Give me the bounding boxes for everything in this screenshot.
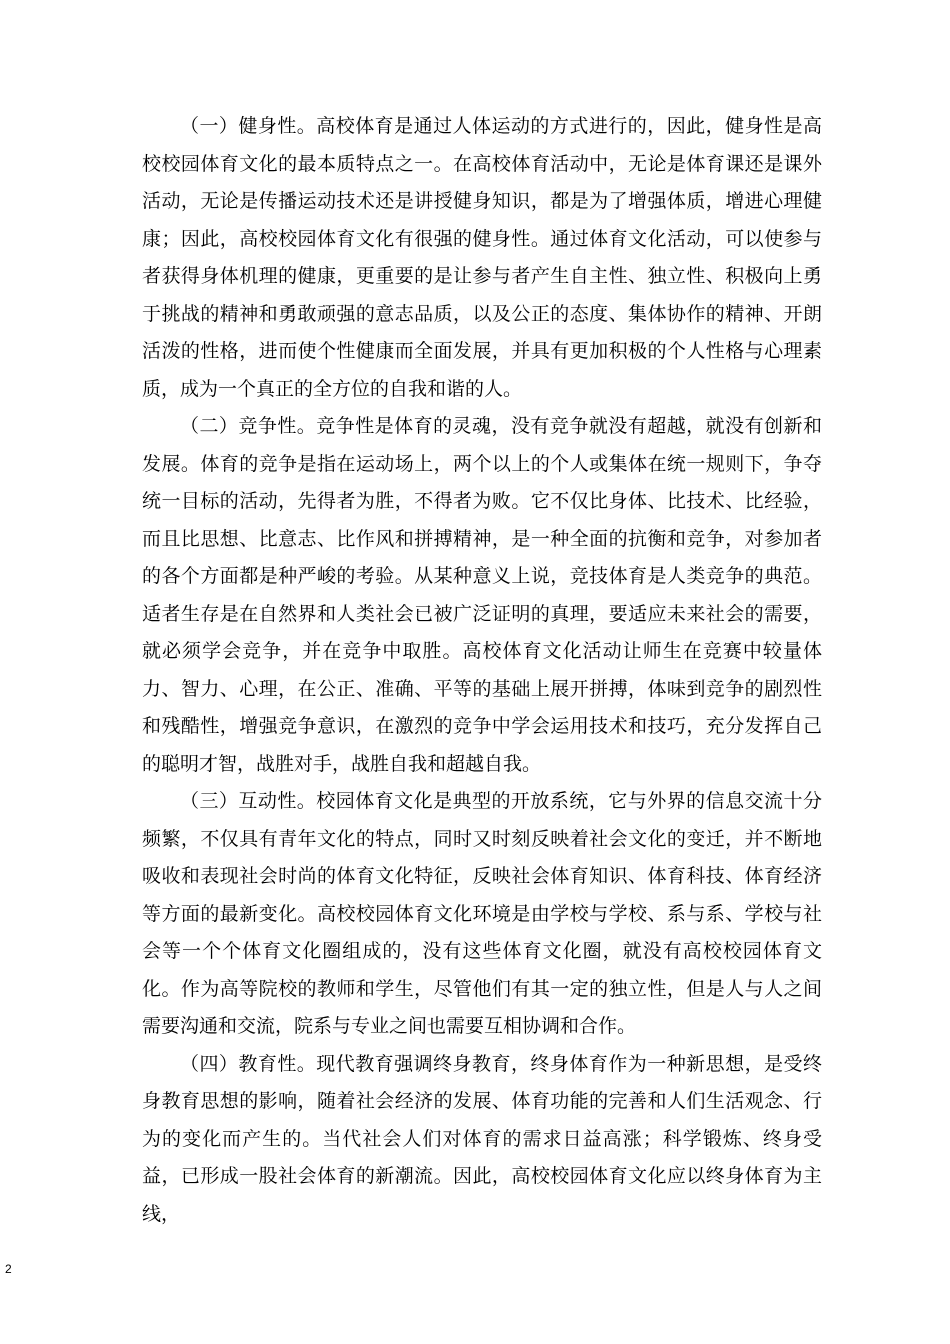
paragraph-fitness: （一）健身性。高校体育是通过人体运动的方式进行的，因此，健身性是高校校园体育文化的最本质特点之一。在高校体育活动中，无论是体育课还是课外活动，无论是传播运动技术还是讲授健身知识，都是为了增强体质，增进心理健康；因此，高校校园体育文化有很强的健身性。通过体育文化活动，可以使参与者获得身体机理的健康，更重要的是让参与者产生自主性、独立性、积极向上勇于挑战的精神和勇敢顽强的意志品质，以及公正的态度、集体协作的精神、开朗活泼的性格，进而使个性健康而全面发展，并具有更加积极的个人性格与心理素质，成为一个真正的全方位的自我和谐的人。 <box>142 115 822 400</box>
document-body <box>142 108 822 1233</box>
page-number: 2 <box>5 1262 12 1276</box>
paragraph-competition: （二）竞争性。竞争性是体育的灵魂，没有竞争就没有超越，就没有创新和发展。体育的竞争是指在运动场上，两个以上的个人或集体在统一规则下，争夺统一目标的活动，先得者为胜，不得者为败。它不仅比身体、比技术、比经验，而且比思想、比意志、比作风和拼搏精神，是一种全面的抗衡和竞争，对参加者的各个方面都是种严峻的考验。从某种意义上说，竞技体育是人类竞争的典范。适者生存是在自然界和人类社会已被广泛证明的真理，要适应未来社会的需要，就必须学会竞争，并在竞争中取胜。高校体育文化活动让师生在竞赛中较量体力、智力、心理，在公正、准确、平等的基础上展开拼搏，体味到竞争的剧烈性和残酷性，增强竞争意识，在激烈的竞争中学会运用技术和技巧，充分发挥自己的聪明才智，战胜对手，战胜自我和超越自我。 <box>142 415 822 775</box>
paragraph-interaction: （三）互动性。校园体育文化是典型的开放系统，它与外界的信息交流十分频繁，不仅具有青年文化的特点，同时又时刻反映着社会文化的变迁，并不断地吸收和表现社会时尚的体育文化特征，反映社会体育知识、体育科技、体育经济等方面的最新变化。高校校园体育文化环境是由学校与学校、系与系、学校与社会等一个个体育文化圈组成的，没有这些体育文化圈，就没有高校校园体育文化。作为高等院校的教师和学生，尽管他们有其一定的独立性，但是人与人之间需要沟通和交流，院系与专业之间也需要互相协调和合作。 <box>142 790 822 1037</box>
paragraph-education: （四）教育性。现代教育强调终身教育，终身体育作为一种新思想，是受终身教育思想的影响，随着社会经济的发展、体育功能的完善和人们生活观念、行为的变化而产生的。当代社会人们对体育的需求日益高涨；科学锻炼、终身受益，已形成一股社会体育的新潮流。因此，高校校园体育文化应以终身体育为主线， <box>142 1052 822 1225</box>
